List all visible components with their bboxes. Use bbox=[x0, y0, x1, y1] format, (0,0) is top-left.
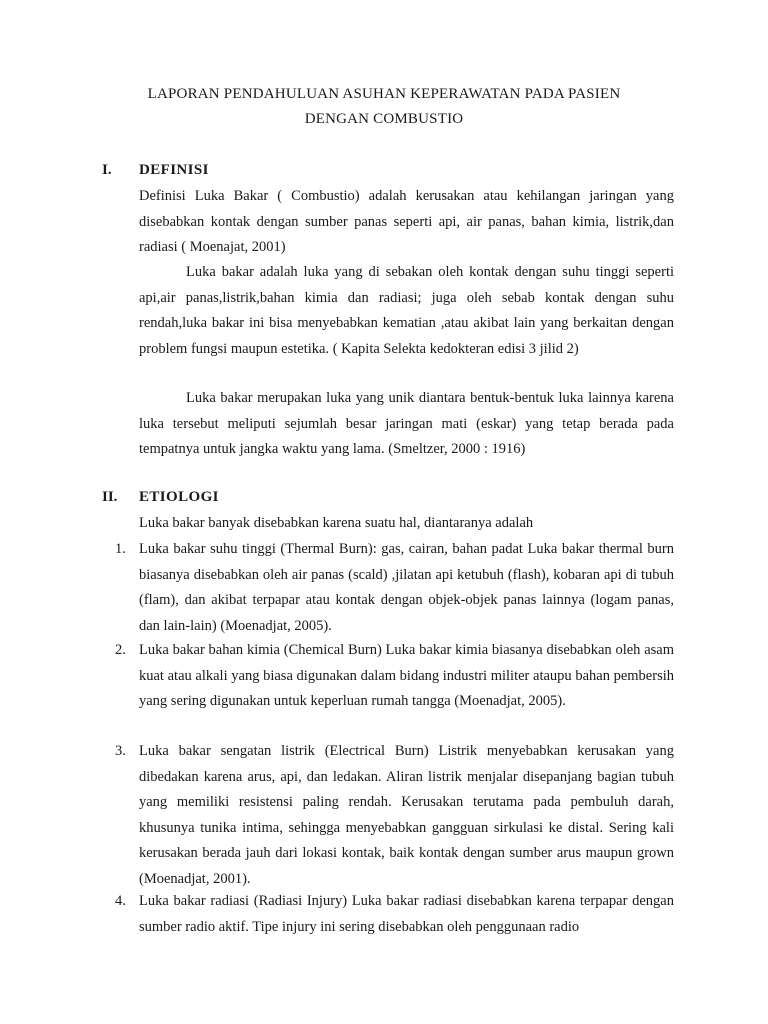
document-title-line-2: DENGAN COMBUSTIO bbox=[304, 111, 464, 127]
section-number: I. bbox=[102, 162, 112, 178]
section-heading-etiologi: ETIOLOGI bbox=[139, 489, 219, 505]
etiologi-item-2: Luka bakar bahan kimia (Chemical Burn) Luka bakar kimia biasanya disebabkan oleh asam kuat atau alkali yang biasa digunakan dalam bidang industri militer ataupu bahan pembersih yang sering digunakan untuk keperluan rumah tangga (Moenadjat, 2005). bbox=[139, 642, 674, 709]
etiologi-item-3: Luka bakar sengatan listrik (Electrical Burn) Listrik menyebabkan kerusakan yang dibedakan karena arus, api, dan ledakan. Aliran listrik menjalar disepanjang bagian tubuh yang memiliki resistensi paling rendah. Kerusakan terutama pada pembuluh darah, khusunya tunika intima, sehingga menyebabkan gangguan sirkulasi ke distal. Sering kali kerusakan berada jauh dari lokasi kontak, baik kontak dengan sumber arus maupun grown (Moenadjat, 2001). bbox=[139, 743, 674, 887]
list-item-number: 4. bbox=[115, 893, 126, 909]
document-title-line-1: LAPORAN PENDAHULUAN ASUHAN KEPERAWATAN PADA PASIEN bbox=[147, 86, 621, 102]
list-item-number: 1. bbox=[115, 541, 126, 557]
list-item-number: 2. bbox=[115, 642, 126, 658]
etiologi-intro: Luka bakar banyak disebabkan karena suatu hal, diantaranya adalah bbox=[139, 515, 534, 531]
list-item-number: 3. bbox=[115, 743, 126, 759]
etiologi-item-1: Luka bakar suhu tinggi (Thermal Burn): gas, cairan, bahan padat Luka bakar thermal burn biasanya disebabkan oleh air panas (scald) ,jilatan api ketubuh (flash), kobaran api di tubuh (flam), dan akibat terpapar atau kontak dengan objek-objek panas lainnya (logam panas, dan lain-lain) (Moenadjat, 2005). bbox=[139, 541, 674, 634]
section-number: II. bbox=[102, 489, 118, 505]
section-heading-definisi: DEFINISI bbox=[139, 162, 209, 178]
definisi-paragraph-3: Luka bakar merupakan luka yang unik diantara bentuk-bentuk luka lainnya karena luka tersebut meliputi sejumlah besar jaringan mati (eskar) yang tetap berada pada tempatnya untuk jangka waktu yang lama. (Smeltzer, 2000 : 1916) bbox=[139, 390, 674, 457]
definisi-paragraph-2: Luka bakar adalah luka yang di sebakan oleh kontak dengan suhu tinggi seperti api,air panas,listrik,bahan kimia dan radiasi; juga oleh sebab kontak dengan suhu rendah,luka bakar ini bisa menyebabkan kematian ,atau akibat lain yang berkaitan dengan problem fungsi maupun estetika. ( Kapita Selekta kedokteran edisi 3 jilid 2) bbox=[139, 264, 674, 357]
definisi-paragraph-1: Definisi Luka Bakar ( Combustio) adalah kerusakan atau kehilangan jaringan yang disebabkan kontak dengan sumber panas seperti api, air panas, bahan kimia, listrik,dan radiasi ( Moenajat, 2001) bbox=[139, 188, 674, 255]
etiologi-item-4: Luka bakar radiasi (Radiasi Injury) Luka bakar radiasi disebabkan karena terpapar dengan sumber radio aktif. Tipe injury ini sering disebabkan oleh penggunaan radio bbox=[139, 893, 674, 935]
